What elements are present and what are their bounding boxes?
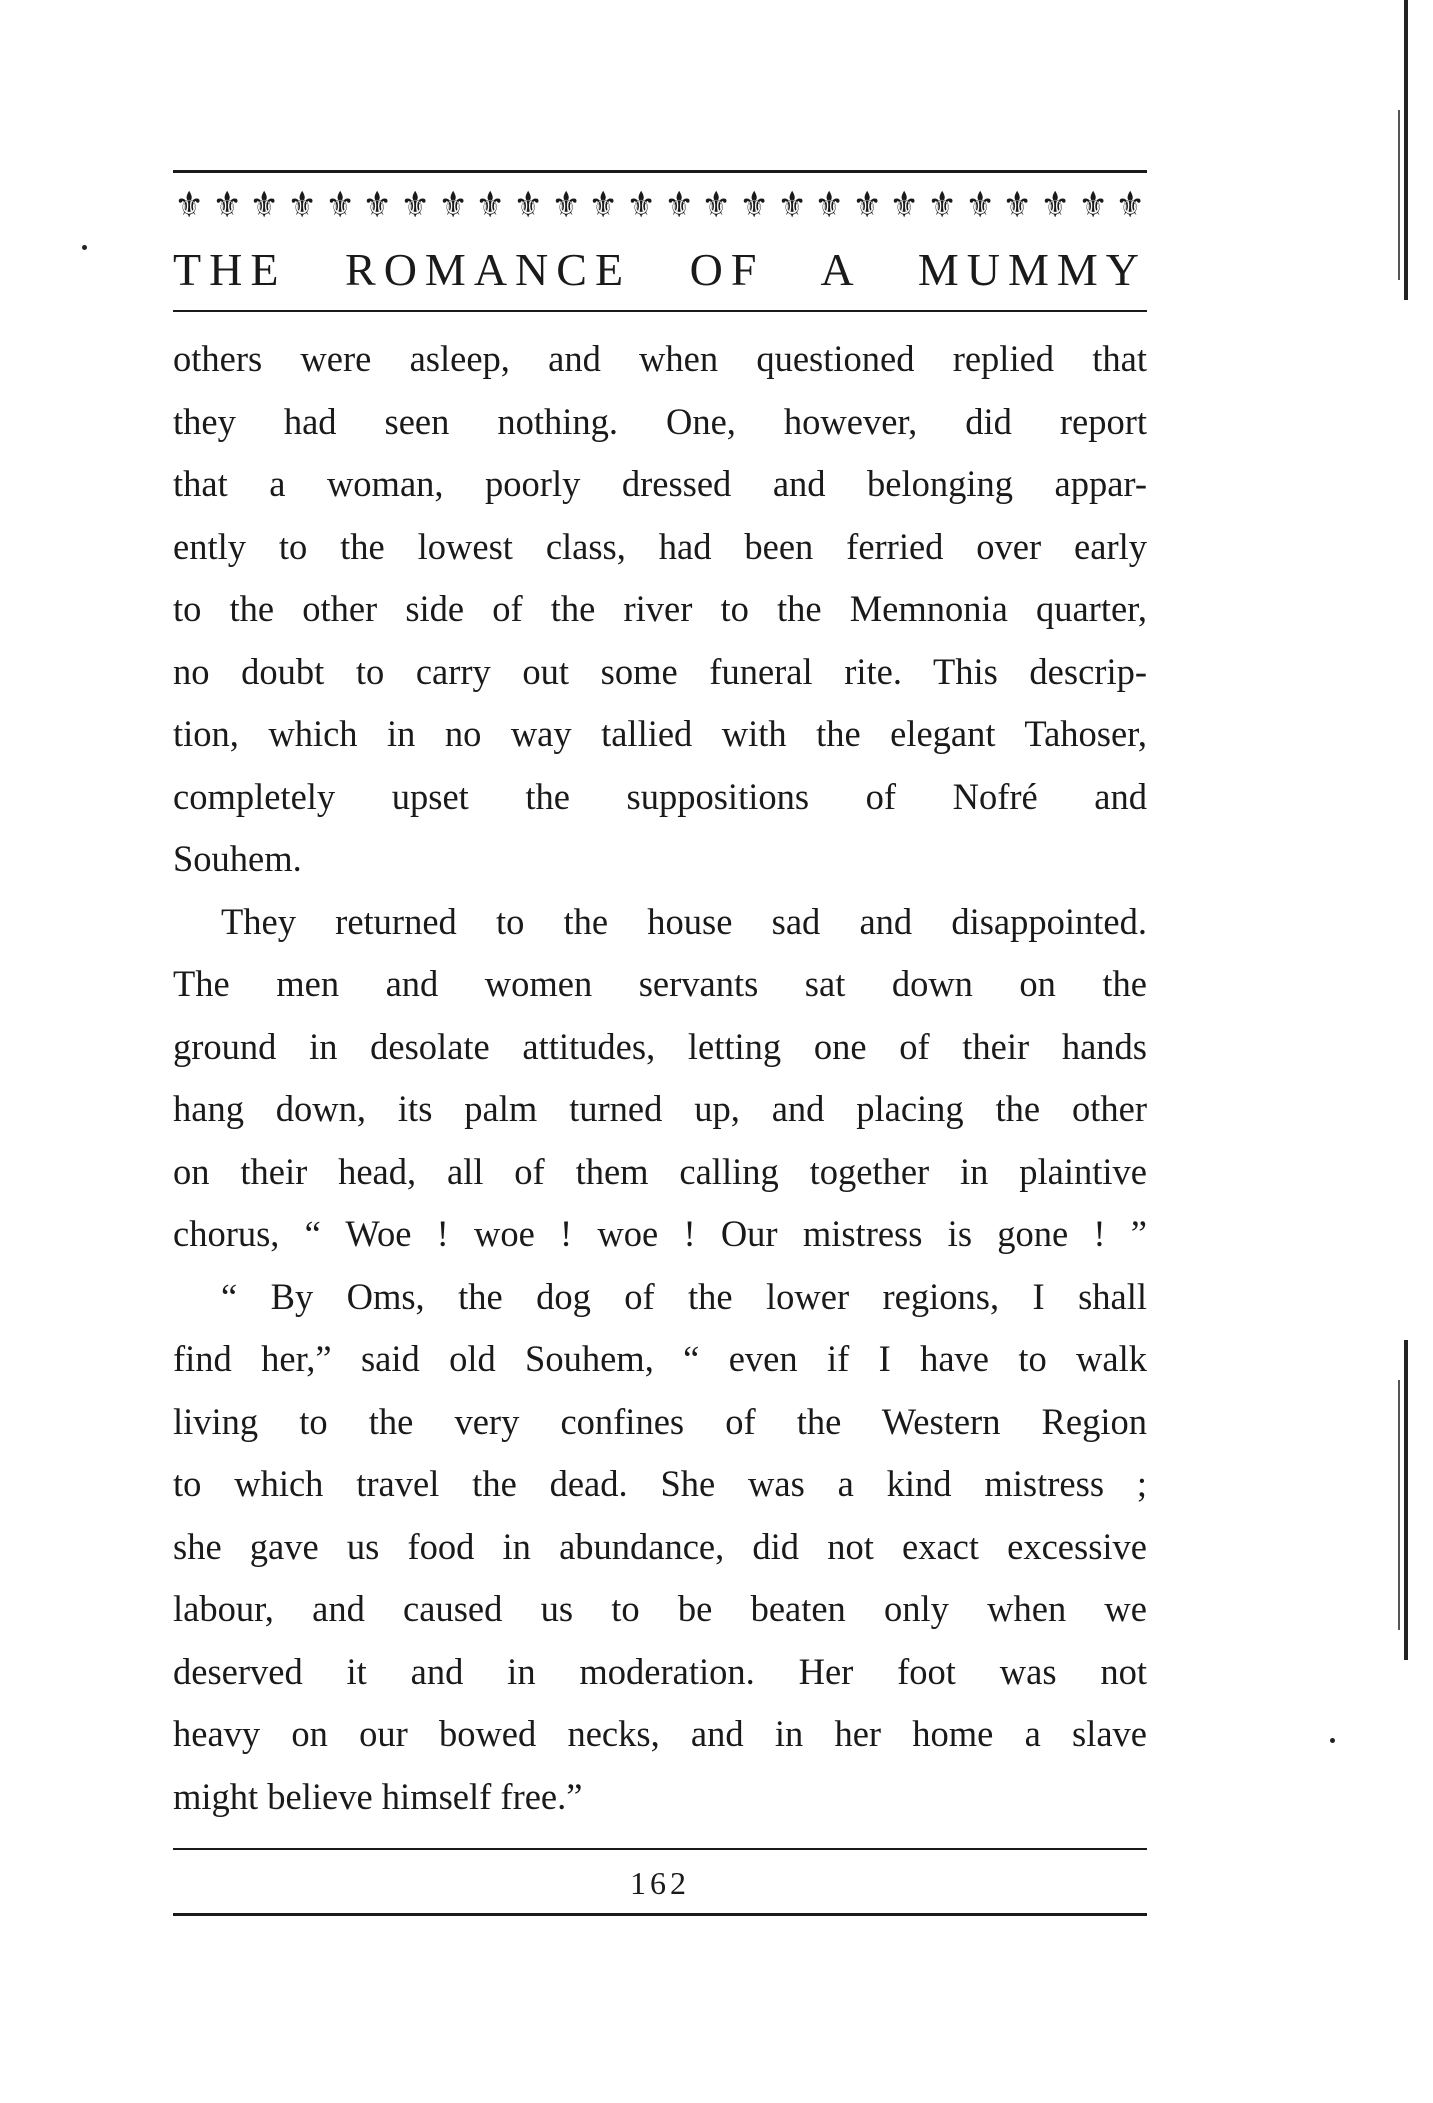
text-line: might believe himself free.”	[173, 1775, 583, 1817]
scan-edge-mark	[1398, 1380, 1400, 1630]
text-line: Souhem.	[173, 838, 302, 879]
header-top-rule	[173, 170, 1147, 173]
scan-speck	[82, 245, 87, 250]
fleuron-icon: ⚜	[362, 185, 392, 226]
fleuron-icon: ⚜	[890, 185, 920, 226]
text-line: The men and women servants sat down on the	[173, 963, 1147, 1004]
text-line: hang down, its palm turned up, and placing the other	[173, 1088, 1147, 1129]
fleuron-icon: ⚜	[814, 185, 844, 226]
fleuron-icon: ⚜	[475, 185, 505, 226]
fleuron-icon: ⚜	[852, 185, 882, 226]
fleuron-icon: ⚜	[626, 185, 656, 226]
text-line: no doubt to carry out some funeral rite. This descrip-	[173, 650, 1147, 692]
fleuron-icon: ⚜	[777, 185, 807, 226]
fleuron-icon: ⚜	[438, 185, 468, 226]
text-line: tion, which in no way tallied with the elegant Tahoser,	[173, 713, 1147, 754]
text-line: They returned to the house sad and disappointed.	[221, 900, 1147, 942]
page-number: 162	[630, 1865, 690, 1901]
text-line: completely upset the suppositions of Nofré and	[173, 775, 1147, 817]
fleuron-icon: ⚜	[739, 185, 769, 226]
fleuron-icon: ⚜	[325, 185, 355, 226]
fleuron-icon: ⚜	[287, 185, 317, 226]
fleuron-icon: ⚜	[1003, 185, 1033, 226]
fleuron-icon: ⚜	[1116, 185, 1146, 226]
text-line: chorus, “ Woe ! woe ! woe ! Our mistress is gone ! ”	[173, 1213, 1147, 1254]
scan-edge-mark	[1404, 0, 1408, 300]
fleuron-icon: ⚜	[927, 185, 957, 226]
fleuron-icon: ⚜	[965, 185, 995, 226]
fleuron-icon: ⚜	[664, 185, 694, 226]
text-line: they had seen nothing. One, however, did report	[173, 400, 1147, 442]
fleuron-icon: ⚜	[1040, 185, 1070, 226]
fleuron-icon: ⚜	[513, 185, 543, 226]
text-line: “ By Oms, the dog of the lower regions, I shall	[221, 1275, 1147, 1317]
header-bottom-rule	[173, 310, 1147, 312]
text-line: that a woman, poorly dressed and belonging appar-	[173, 463, 1147, 504]
text-line: on their head, all of them calling together in plaintive	[173, 1150, 1147, 1192]
text-line: she gave us food in abundance, did not exact excessive	[173, 1525, 1147, 1567]
text-line: to the other side of the river to the Memnonia quarter,	[173, 588, 1147, 629]
fleuron-icon: ⚜	[400, 185, 430, 226]
body-text	[173, 328, 1147, 1828]
fleuron-icon: ⚜	[588, 185, 618, 226]
scan-edge-mark	[1398, 110, 1400, 280]
text-line: living to the very confines of the Western Region	[173, 1400, 1147, 1442]
fleuron-icon: ⚜	[1078, 185, 1108, 226]
fleuron-icon: ⚜	[212, 185, 242, 226]
fleuron-icon: ⚜	[249, 185, 279, 226]
ornament-row	[173, 182, 1147, 230]
text-line: labour, and caused us to be beaten only when we	[173, 1588, 1147, 1629]
text-line: ently to the lowest class, had been ferried over early	[173, 525, 1147, 567]
fleuron-icon: ⚜	[701, 185, 731, 226]
running-head-title: THE ROMANCE OF A MUMMY	[173, 244, 1147, 295]
text-line: to which travel the dead. She was a kind mistress ;	[173, 1463, 1147, 1504]
scan-speck	[1330, 1738, 1335, 1743]
text-line: deserved it and in moderation. Her foot was not	[173, 1650, 1147, 1692]
text-line: find her,” said old Souhem, “ even if I have to walk	[173, 1338, 1147, 1379]
scan-edge-mark	[1404, 1340, 1408, 1660]
footer-bottom-rule	[173, 1913, 1147, 1916]
fleuron-icon: ⚜	[551, 185, 581, 226]
text-line: ground in desolate attitudes, letting one of their hands	[173, 1025, 1147, 1067]
text-line: others were asleep, and when questioned replied that	[173, 338, 1147, 379]
fleuron-icon: ⚜	[174, 185, 204, 226]
text-line: heavy on our bowed necks, and in her home a slave	[173, 1713, 1147, 1754]
footer-top-rule	[173, 1848, 1147, 1850]
